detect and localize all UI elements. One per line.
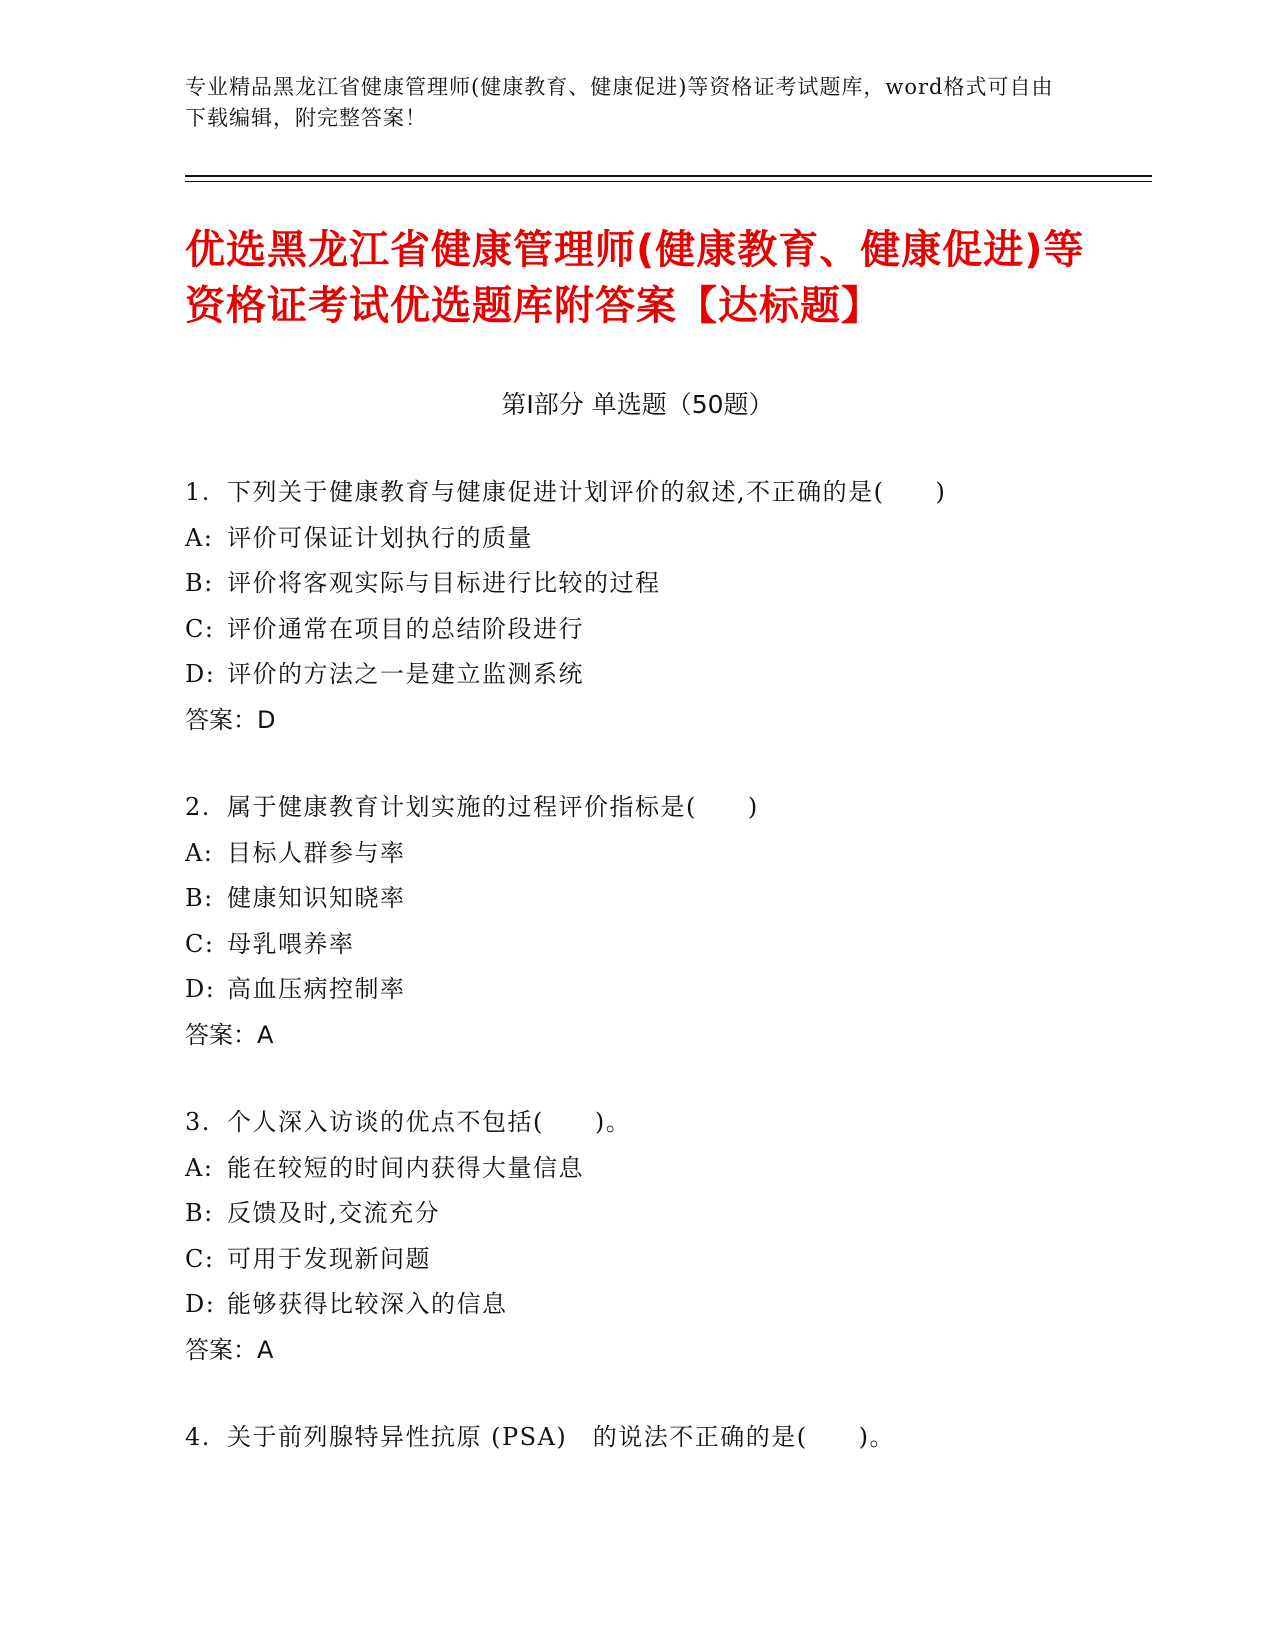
option-text: 评价通常在项目的总结阶段进行 [227, 614, 584, 643]
header-divider-thick [185, 175, 1152, 177]
option-text: 目标人群参与率 [227, 838, 406, 867]
question-text: 个人深入访谈的优点不包括( )。 [227, 1108, 632, 1136]
answer-line [185, 1013, 1125, 1059]
option-text: 评价将客观实际与目标进行比较的过程 [227, 569, 661, 597]
option-label: C: [185, 1244, 215, 1273]
option-text: 能在较短的时间内获得大量信息 [227, 1153, 584, 1182]
question-stem [185, 1415, 1125, 1461]
header-note: 专业精品黑龙江省健康管理师(健康教育、健康促进)等资格证考试题库，word格式可自由下载编辑，附完整答案！ [185, 75, 1054, 130]
answer-line [185, 698, 1125, 744]
answer-value: D [257, 705, 276, 734]
question-stem [185, 470, 1125, 516]
option-c [185, 922, 1125, 968]
option-label: B: [185, 1199, 214, 1227]
option-label: B: [185, 884, 214, 912]
option-a [185, 1146, 1125, 1192]
option-c [185, 1237, 1125, 1283]
answer-prefix: 答案： [185, 705, 257, 734]
answer-prefix: 答案： [185, 1020, 257, 1049]
option-label: D: [185, 1290, 216, 1318]
option-label: A: [185, 838, 214, 867]
option-b [185, 1191, 1125, 1237]
option-c [185, 607, 1125, 653]
option-d [185, 1282, 1125, 1328]
answer-value: A [257, 1335, 274, 1364]
answer-line [185, 1328, 1125, 1374]
option-text: 可用于发现新问题 [227, 1244, 431, 1273]
question-text: 下列关于健康教育与健康促进计划评价的叙述,不正确的是( ) [227, 478, 947, 506]
question-stem [185, 785, 1125, 831]
option-label: B: [185, 569, 214, 597]
question-item [185, 785, 1125, 1058]
header-divider-thin [185, 181, 1152, 182]
question-item [185, 1415, 1125, 1461]
option-text: 反馈及时,交流充分 [227, 1199, 441, 1227]
question-number: 4. [185, 1423, 211, 1451]
option-label: D: [185, 660, 216, 688]
answer-value: A [257, 1020, 274, 1049]
answer-prefix: 答案： [185, 1335, 257, 1364]
question-text: 属于健康教育计划实施的过程评价指标是( ) [227, 793, 759, 821]
option-d [185, 967, 1125, 1013]
question-number: 1. [185, 478, 211, 506]
question-stem [185, 1100, 1125, 1146]
option-label: A: [185, 523, 214, 552]
option-text: 评价可保证计划执行的质量 [227, 523, 533, 552]
question-item [185, 1100, 1125, 1373]
option-b [185, 876, 1125, 922]
option-d [185, 652, 1125, 698]
question-number: 3. [185, 1108, 211, 1136]
document-title: 优选黑龙江省健康管理师(健康教育、健康促进)等资格证考试优选题库附答案【达标题】 [185, 227, 1085, 329]
option-a [185, 516, 1125, 562]
section-heading: 第Ⅰ部分 单选题（50题） [501, 390, 774, 419]
option-text: 母乳喂养率 [227, 929, 355, 958]
question-list [185, 470, 1125, 1503]
option-label: A: [185, 1153, 214, 1182]
option-label: C: [185, 929, 215, 958]
option-a [185, 831, 1125, 877]
question-number: 2. [185, 793, 211, 821]
option-text: 高血压病控制率 [227, 975, 406, 1003]
option-b [185, 561, 1125, 607]
option-text: 能够获得比较深入的信息 [227, 1290, 508, 1318]
option-label: D: [185, 975, 216, 1003]
option-text: 评价的方法之一是建立监测系统 [227, 660, 584, 688]
option-label: C: [185, 614, 215, 643]
question-text: 关于前列腺特异性抗原 (PSA) 的说法不正确的是( )。 [227, 1423, 896, 1451]
question-item [185, 470, 1125, 743]
option-text: 健康知识知晓率 [227, 884, 406, 912]
